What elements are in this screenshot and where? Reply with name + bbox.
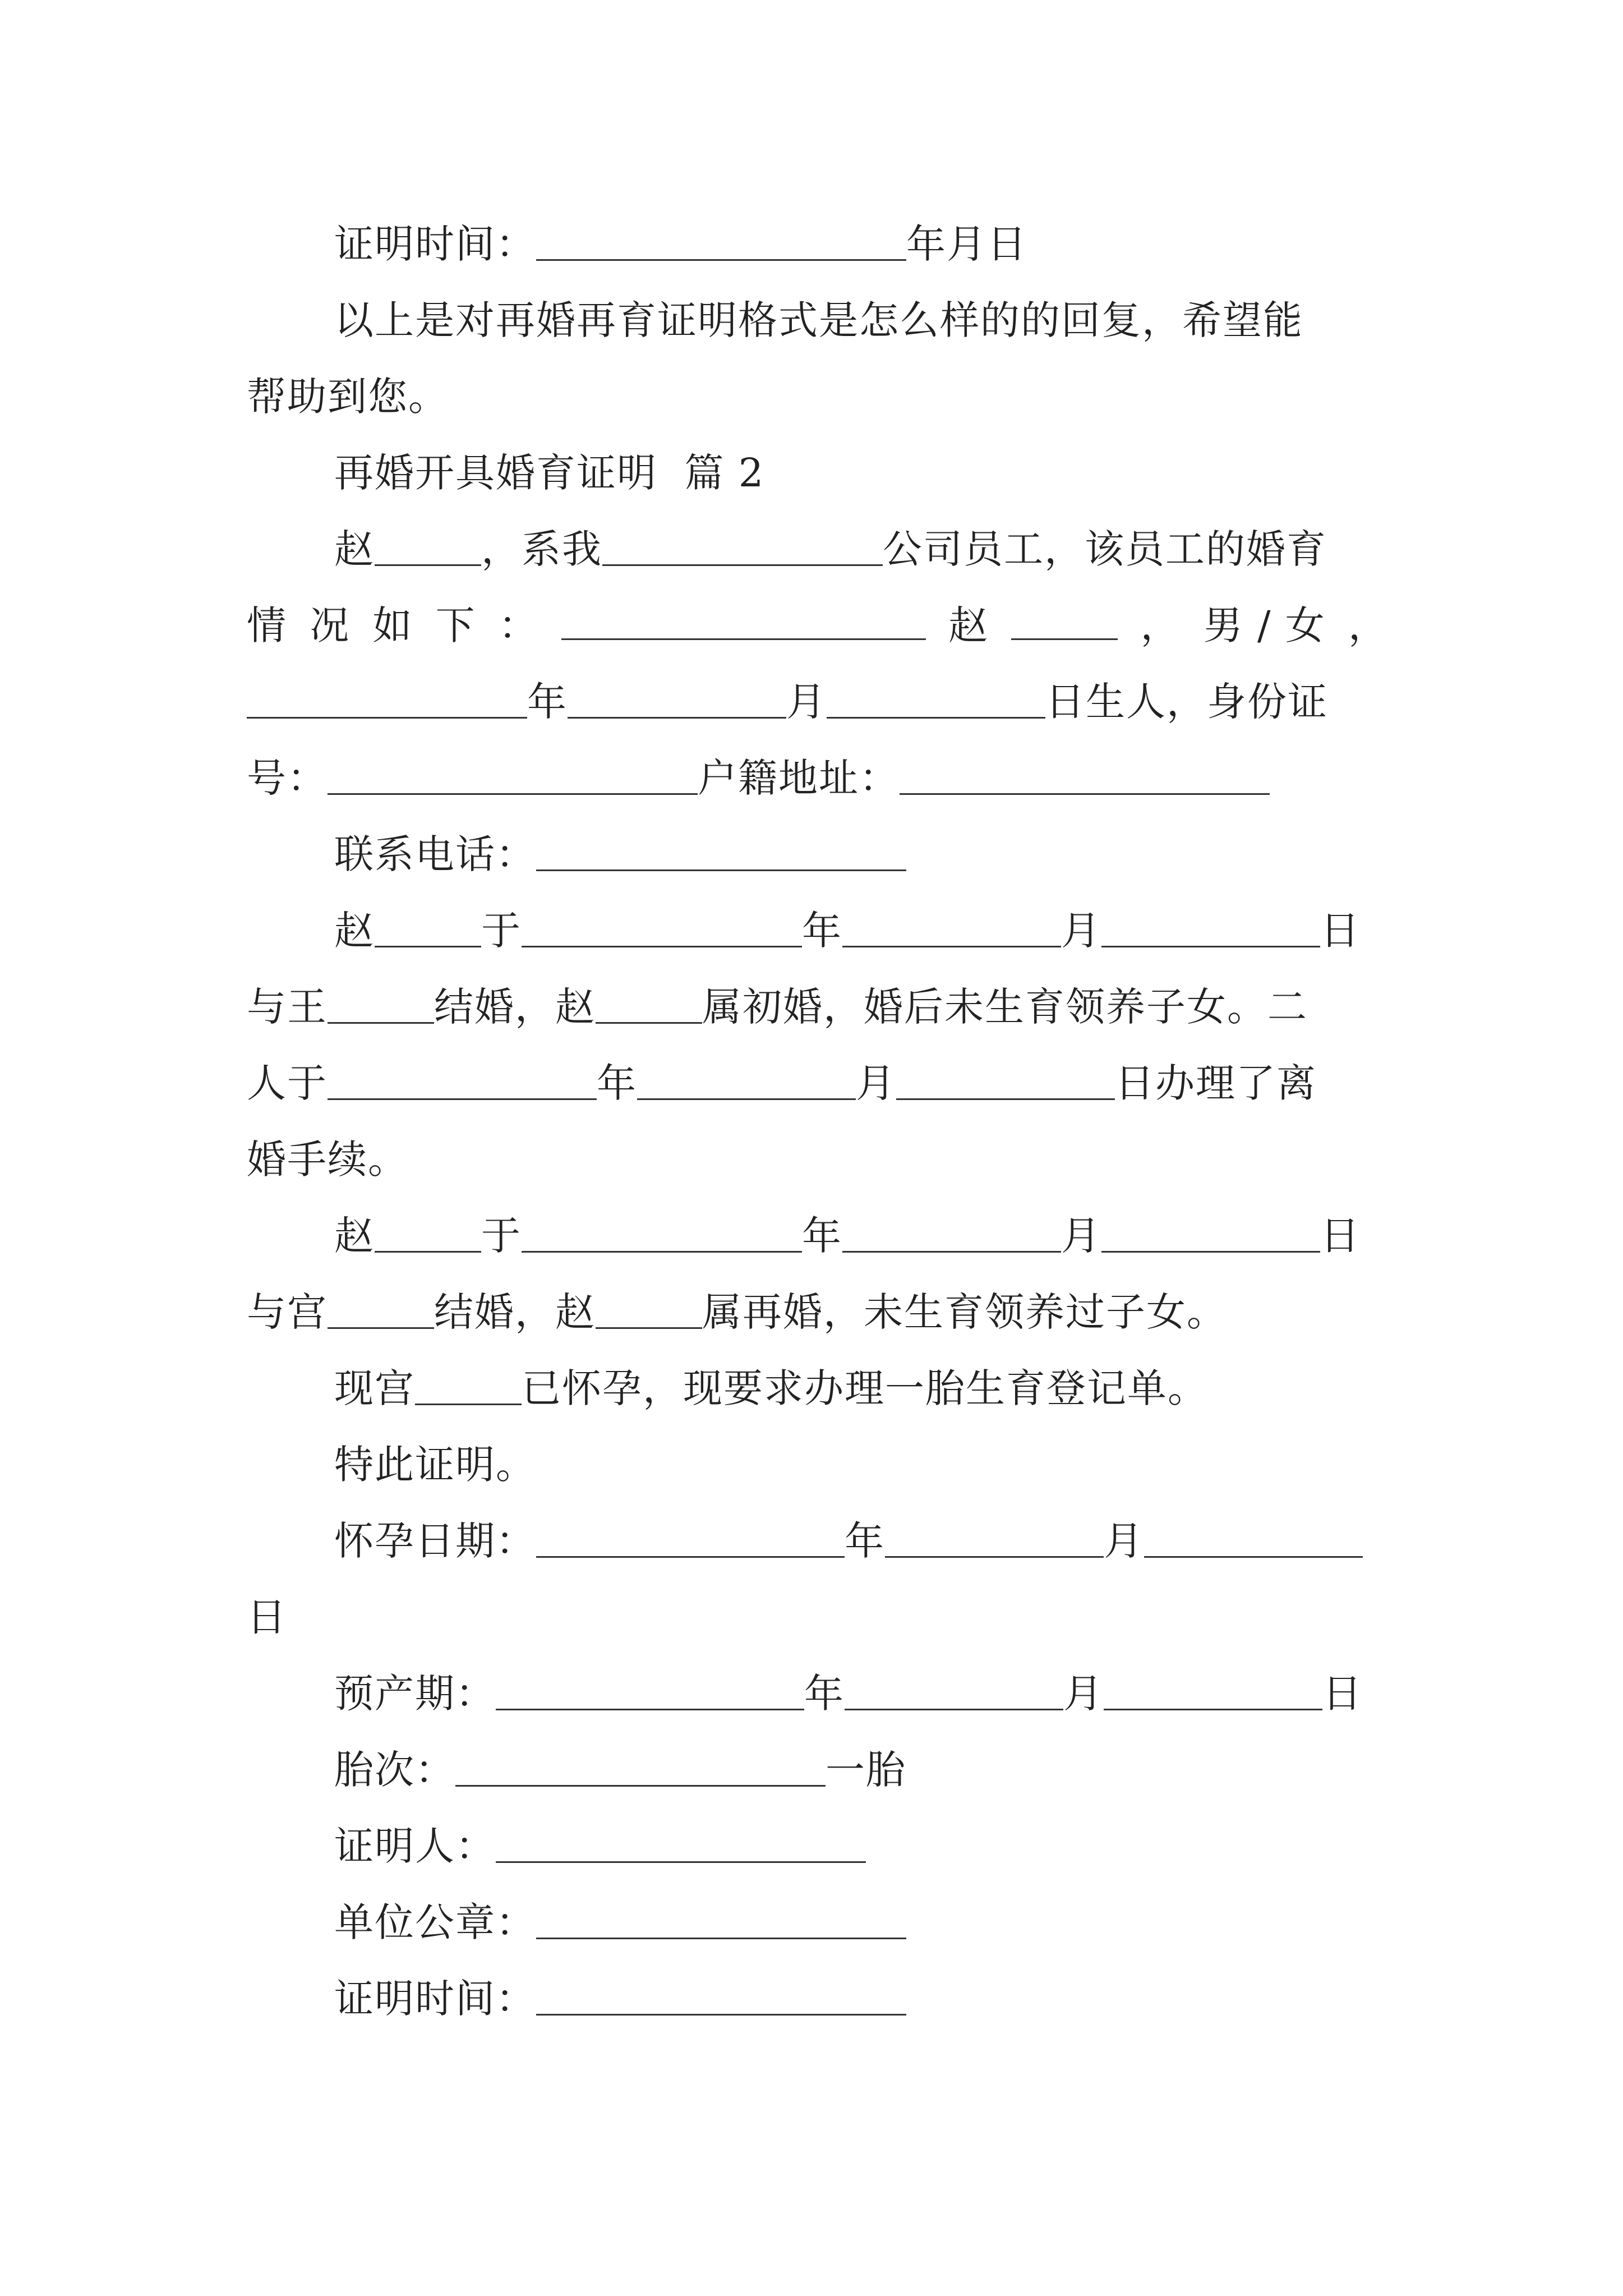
parity-blank xyxy=(455,1747,826,1787)
name-blank-2 xyxy=(1011,600,1118,640)
pregnancy-prefix: 现宫 xyxy=(334,1365,415,1411)
marriage1-year: 年 xyxy=(802,908,842,954)
due-month: 月 xyxy=(1063,1671,1104,1717)
marriage2-day: 日 xyxy=(1320,1213,1361,1259)
birth-month-blank xyxy=(568,679,786,719)
intro-line-1 xyxy=(334,524,1389,574)
company-blank xyxy=(602,526,883,566)
marriage1-zhao: 赵 xyxy=(334,908,375,954)
marriage1-married: 结婚，赵 xyxy=(434,984,596,1030)
cert-time-top-label: 证明时间： xyxy=(334,221,536,267)
pregnancy-year: 年 xyxy=(845,1518,885,1564)
id-blank xyxy=(328,755,698,795)
pregnancy-text: 已怀孕，现要求办理一胎生育登记单。 xyxy=(522,1365,1208,1411)
cert-time-line xyxy=(334,1973,1389,2024)
pregnancy-date-line xyxy=(334,1516,1389,1566)
due-day-blank xyxy=(1104,1671,1322,1710)
intro-zhao: 赵 xyxy=(334,526,375,572)
intro-char-2: 况 xyxy=(310,602,351,648)
gender-option: 男 / 女 xyxy=(1203,602,1326,648)
birth-day-blank xyxy=(827,679,1045,719)
cert-time-top-line xyxy=(334,219,1389,269)
birth-year-blank xyxy=(247,679,527,719)
parity-value: 一胎 xyxy=(826,1747,906,1793)
due-date-label: 预产期： xyxy=(334,1671,496,1717)
due-year-blank xyxy=(496,1671,804,1710)
phone-blank xyxy=(536,831,906,871)
hereby-text: 特此证明。 xyxy=(334,1442,536,1488)
cert-time-top-blank xyxy=(536,221,906,261)
marriage1-divorce: 日办理了离 xyxy=(1115,1060,1317,1106)
marriage1-with-wang: 与王 xyxy=(247,984,328,1030)
marriage1-line-1 xyxy=(334,905,1389,956)
marriage2-married: 结婚，赵 xyxy=(434,1289,596,1335)
closing-text-2: 帮助到您。 xyxy=(247,374,449,420)
marriage1-day: 日 xyxy=(1320,908,1361,954)
marriage2-month-blank xyxy=(842,1213,1061,1253)
marriage1-name-blank xyxy=(375,908,481,947)
intro-line-3 xyxy=(247,677,1389,727)
wang-name-blank xyxy=(328,984,434,1024)
marriage2-line-1 xyxy=(334,1211,1389,1261)
marriage2-name-blank-2 xyxy=(596,1289,702,1329)
status-blank xyxy=(561,600,926,640)
marriage2-with-gong: 与宫 xyxy=(247,1289,328,1335)
marriage1-line-2 xyxy=(247,982,1389,1032)
name-blank xyxy=(375,526,481,566)
intro-employee-text: 公司员工，该员工的婚育 xyxy=(883,526,1327,572)
marriage1-day-blank xyxy=(1101,908,1320,947)
intro-char-3: 如 xyxy=(372,602,413,648)
marriage1-two-people: 人于 xyxy=(247,1060,328,1106)
marriage2-year-blank xyxy=(522,1213,802,1253)
marriage2-month: 月 xyxy=(1061,1213,1101,1259)
due-date-line xyxy=(334,1668,1389,1719)
marriage2-status: 属再婚，未生育领养过子女。 xyxy=(702,1289,1227,1335)
intro-comma: ， xyxy=(1140,602,1181,648)
hereby-line xyxy=(334,1439,1389,1490)
due-day: 日 xyxy=(1322,1671,1363,1717)
marriage2-line-2 xyxy=(247,1287,1389,1337)
intro-char-1: 情 xyxy=(247,602,287,648)
marriage1-status: 属初婚，婚后未生育领养子女。二 xyxy=(702,984,1308,1030)
intro-zhao-2: 赵 xyxy=(948,602,989,648)
certifier-label: 证明人： xyxy=(334,1823,496,1869)
intro-char-5: ： xyxy=(498,602,539,648)
due-year: 年 xyxy=(804,1671,845,1717)
marriage1-line-3 xyxy=(247,1058,1389,1108)
gong-name-blank-2 xyxy=(415,1365,522,1405)
pregnancy-day: 日 xyxy=(247,1594,287,1640)
certifier-line xyxy=(334,1821,1389,1871)
pregnancy-date-label: 怀孕日期： xyxy=(334,1518,536,1564)
intro-comma-2: ， xyxy=(1348,602,1389,648)
pregnancy-day-blank xyxy=(1144,1518,1363,1558)
divorce-year: 年 xyxy=(597,1060,637,1106)
phone-label: 联系电话： xyxy=(334,831,536,877)
due-month-blank xyxy=(845,1671,1063,1710)
parity-label: 胎次： xyxy=(334,1747,455,1793)
certifier-blank xyxy=(496,1823,866,1863)
hukou-label: 户籍地址： xyxy=(698,755,900,801)
pregnancy-month: 月 xyxy=(1104,1518,1144,1564)
parity-line xyxy=(334,1745,1389,1795)
intro-company-prefix: ，系我 xyxy=(481,526,602,572)
pregnancy-line xyxy=(334,1363,1389,1414)
birth-suffix: 日生人，身份证 xyxy=(1045,679,1328,725)
marriage2-day-blank xyxy=(1101,1213,1320,1253)
marriage1-line-4 xyxy=(247,1134,1389,1185)
section-title-text: 再婚开具婚育证明 篇 2 xyxy=(334,450,765,496)
pregnancy-month-blank xyxy=(885,1518,1104,1558)
birth-year-label: 年 xyxy=(527,679,568,725)
id-label: 号： xyxy=(247,755,328,801)
phone-line xyxy=(334,829,1389,880)
divorce-month-blank xyxy=(637,1060,856,1100)
intro-line-2 xyxy=(247,600,1389,651)
marriage1-name-blank-2 xyxy=(596,984,702,1024)
cert-time-blank xyxy=(536,1976,906,2016)
divorce-year-blank xyxy=(328,1060,597,1100)
marriage1-month: 月 xyxy=(1061,908,1101,954)
birth-month-label: 月 xyxy=(786,679,827,725)
intro-char-4: 下 xyxy=(435,602,476,648)
seal-line xyxy=(334,1897,1389,1948)
marriage2-year: 年 xyxy=(802,1213,842,1259)
section-title xyxy=(334,448,1389,498)
divorce-month: 月 xyxy=(856,1060,896,1106)
marriage1-month-blank xyxy=(842,908,1061,947)
closing-line-2 xyxy=(247,371,1389,422)
cert-time-top-suffix: 年月日 xyxy=(906,221,1027,267)
marriage1-yu: 于 xyxy=(481,908,522,954)
marriage1-year-blank xyxy=(522,908,802,947)
pregnancy-date-line-2 xyxy=(247,1592,1389,1642)
marriage2-name-blank xyxy=(375,1213,481,1253)
marriage2-yu: 于 xyxy=(481,1213,522,1259)
divorce-day-blank xyxy=(896,1060,1115,1100)
seal-label: 单位公章： xyxy=(334,1899,536,1945)
hukou-blank xyxy=(900,755,1270,795)
seal-blank xyxy=(536,1899,906,1939)
pregnancy-year-blank xyxy=(536,1518,845,1558)
closing-line-1 xyxy=(334,295,1389,346)
marriage2-zhao: 赵 xyxy=(334,1213,375,1259)
intro-line-4 xyxy=(247,753,1389,803)
closing-text-1: 以上是对再婚再育证明格式是怎么样的的回复，希望能 xyxy=(334,297,1303,343)
gong-name-blank xyxy=(328,1289,434,1329)
marriage1-procedures: 婚手续。 xyxy=(247,1137,408,1182)
cert-time-label: 证明时间： xyxy=(334,1976,536,2022)
